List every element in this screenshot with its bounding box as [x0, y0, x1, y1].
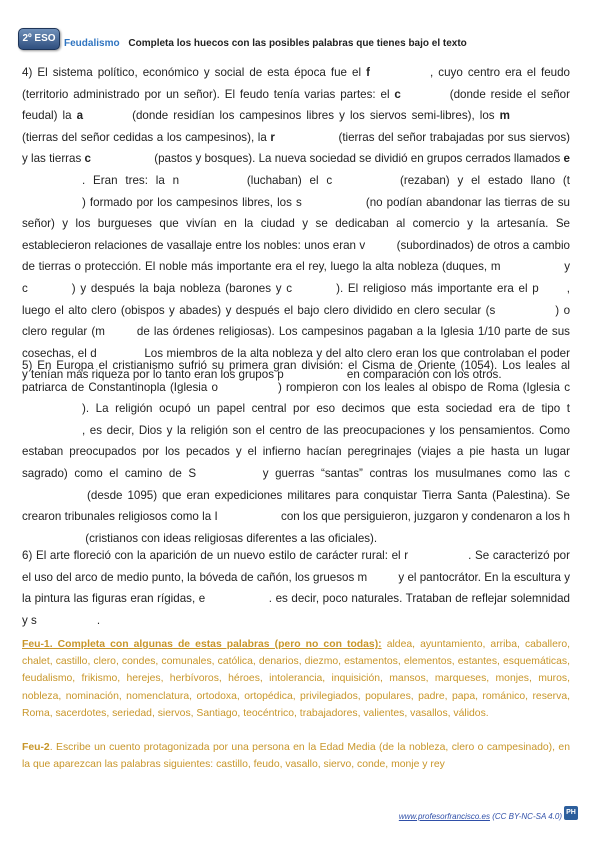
exercise-feu-1-label: Feu-1. Completa con algunas de estas palabras (pero no con todas): [22, 639, 382, 650]
footer-credit [399, 812, 562, 821]
paragraph-6: 6) El arte floreció con la aparición de un nuevo estilo de carácter rural: el r . Se caracterizó por el uso del arco de medio punto, la bóveda de cañón, los gruesos m y el pantocrátor. En la escultura y la pintura las figuras eran rígidas, e . es decir, poco naturales. Trataban de reflejar solemnidad y s . [22, 549, 571, 627]
page-header [64, 38, 467, 49]
paragraph-4: 4) El sistema político, económico y social de esta época fue el f , cuyo centro era el feudo (territorio administrado por un señor). El feudo tenía varias partes: el c (donde reside el señor feudal) la a (donde residían los campesinos libres y los siervos semi-libres), los m (tierras del señor cedidas a los campesinos), la r (tierras del señor trabajadas por sus siervos) y las tierras c (pastos y bosques). La nueva sociedad se dividió en grupos cerrados llamados e. Eran tres: la n (luchaban) el c (rezaban) y el estado llano (t) formado por los campesinos libres, los s (no podían abandonar las tierras de su señor) y los burgueses que vivían en la ciudad y se dedicaban al comercio y la artesanía. Se establecieron relaciones de vasallaje entre los nobles: unos eran v (subordinados) de otros a cambio de tierras o protección. El noble más importante era el rey, luego la alta nobleza (duques, m y c ) y después la baja nobleza (barones y c ). El religioso más importante era el p , luego el alto clero (obispos y abades) y después el bajo clero dividido en clero secular (s ) o clero regular (m de las órdenes religiosas). Los campesinos pagaban a la Iglesia 1/10 parte de sus cosechas, el d Los miembros de la alta nobleza y del alto clero eran los que controlaban el poder y tenían más riqueza por lo tanto eran los grupos p en comparación con los otros. [22, 66, 571, 382]
instruction-text: Completa los huecos con las posibles palabras que tienes bajo el texto [128, 38, 467, 49]
paragraph-5: 5) En Europa el cristianismo sufrió su primera gran división: el Cisma de Oriente (1054). Los leales al patriarca de Constantinopla (Iglesia o ) rompieron con los leales al obispo de Roma (Iglesia c). La religión ocupó un papel central por eso decimos que esta sociedad era de tipo t, es decir, Dios y la religión son el centro de las preocupaciones y los pensamientos. Como estaban preocupados por los pecados y el infierno hacían peregrinajes (viajes a pie hasta un lugar sagrado) como el camino de S y guerras “santas” contras los musulmanes como las c (desde 1095) que eran expediciones militares para conquistar Tierra Santa (Palestina). Se crearon tribunales religiosos como la I con los que persiguieron, juzgaron y condenaron a los h (cristianos con ideas religiosas diferentes a las oficiales). [22, 359, 570, 545]
course-badge: 2º ESO [18, 28, 60, 50]
author-logo-icon: PH [564, 806, 578, 820]
exercise-feu-2-text: . Escribe un cuento protagonizada por una persona en la Edad Media (de la nobleza, clero o campesinado), en la que aparezcan las palabras siguientes: castillo, feudo, vasallo, siervo, conde, monje y rey [22, 742, 570, 771]
topic-title: Feudalismo [64, 38, 120, 49]
website-link[interactable]: www.profesorfrancisco.es [398, 812, 490, 821]
exercise-feu-2 [22, 739, 570, 773]
license-text: (CC BY-NC-SA 4.0) [489, 812, 562, 821]
word-bank: aldea, ayuntamiento, arriba, caballero, chalet, castillo, clero, condes, comunales, católica, denarios, diezmo, estamentos, elementos, estantes, esquemáticas, feudalismo, frikismo, herejes, herbívoros, héroes, intolerancia, inquisición, mansos, marqueses, monjes, muros, nobleza, nominación, nomenclatura, ortodoxa, ortopédica, privilegiados, populares, padre, papa, románico, reserva, Roma, sacerdotes, seriedad, siervos, Santiago, teocéntrico, trabajadores, valientes, vasallos, válidos. [22, 639, 571, 719]
exercise-feu-1 [22, 636, 570, 722]
exercise-feu-2-label: Feu-2 [22, 742, 50, 753]
